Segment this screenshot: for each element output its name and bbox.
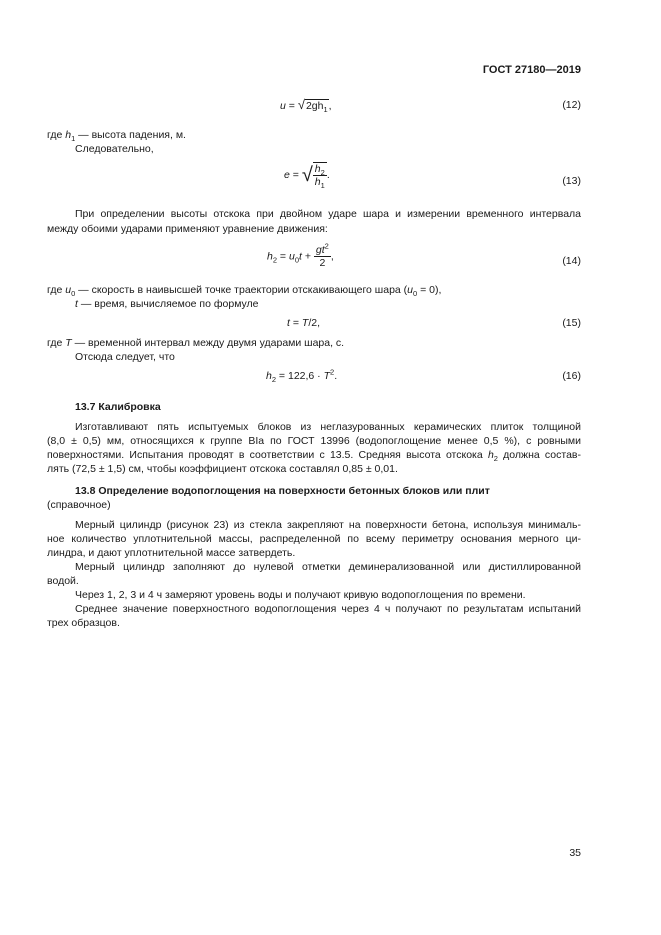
equation-number-14: (14) (562, 255, 581, 267)
average-line2: трех образцов. (47, 617, 120, 629)
section-13-8-note: (справочное) (47, 499, 111, 511)
fill-line1: Мерный цилиндр заполняют до нулевой отметки деминерализованной или дистиллированной (75, 561, 581, 573)
hence-text: Следовательно, (75, 143, 154, 155)
u0-definition: где $u_0$ — скорость в наивысшей точке траектории отскакивающего шара $(u_0 = 0)$, (47, 284, 442, 299)
equation-13: e = √ $\frac{h_2}{h_1}$ . (284, 163, 330, 191)
equation-14: $h_2 = u_0t$ + $\frac{gt^2}{2}$ , (267, 241, 334, 269)
motion-paragraph-line2: между обоими ударами применяют уравнение движения: (47, 223, 328, 235)
equation-number-15: (15) (562, 317, 581, 329)
equation-number-16: (16) (562, 370, 581, 382)
calibration-line3: поверхностями. Испытания проводят в соответствии с 13.5. Средняя высота отскока $h_2$ должна состав- (47, 449, 581, 464)
motion-paragraph-line1: При определении высоты отскока при двойном ударе шара и измерении временного интервала (75, 208, 581, 220)
t-definition: t — время, вычисляемое по формуле (75, 298, 259, 310)
average-line1: Среднее значение поверхностного водопоглощения через 4 ч получают по результатам испытаний (75, 603, 581, 615)
equation-number-12: (12) (562, 99, 581, 111)
equation-15: t = T/2, (287, 317, 320, 329)
measure-paragraph: Через 1, 2, 3 и 4 ч замеряют уровень воды и получают кривую водопоглощения по времени. (75, 589, 526, 601)
equation-number-13: (13) (562, 175, 581, 187)
section-13-7-heading: 13.7 Калибровка (75, 401, 161, 413)
cylinder-line2: ное количество уплотнительной массы, распределенной по всему периметру основания мерного ци- (47, 533, 581, 545)
cylinder-line3: линдра, и дают уплотнительной массе затвердеть. (47, 547, 296, 559)
calibration-line4: лять (72,5 ± 1,5) см, чтобы коэффициент отскока составлял 0,85 ± 0,01. (47, 463, 398, 475)
cylinder-line1: Мерный цилиндр (рисунок 23) из стекла закрепляют на поверхности бетона, используя минималь- (75, 519, 581, 531)
fill-line2: водой. (47, 575, 79, 587)
page-number: 35 (569, 847, 581, 859)
calibration-line1: Изготавливают пять испытуемых блоков из неглазурованных керамических плиток толщиной (75, 421, 581, 433)
T-definition: где T — временной интервал между двумя ударами шара, с. (47, 337, 345, 349)
standard-header: ГОСТ 27180—2019 (482, 64, 581, 76)
hence2-text: Отсюда следует, что (75, 351, 175, 363)
equation-12: $u = √2gh_1$, (280, 97, 332, 115)
h1-definition: где $h_1$ — высота падения, м. (47, 129, 186, 144)
equation-16: $h_2 = 122,6 \cdot T^2$. (266, 367, 338, 385)
section-13-8-heading: 13.8 Определение водопоглощения на поверхности бетонных блоков или плит (75, 485, 490, 497)
calibration-line2: (8,0 ± 0,5) мм, относящихся к группе BIa по ГОСТ 13996 (водопоглощение менее 0,5 %), с ровными (47, 435, 581, 447)
